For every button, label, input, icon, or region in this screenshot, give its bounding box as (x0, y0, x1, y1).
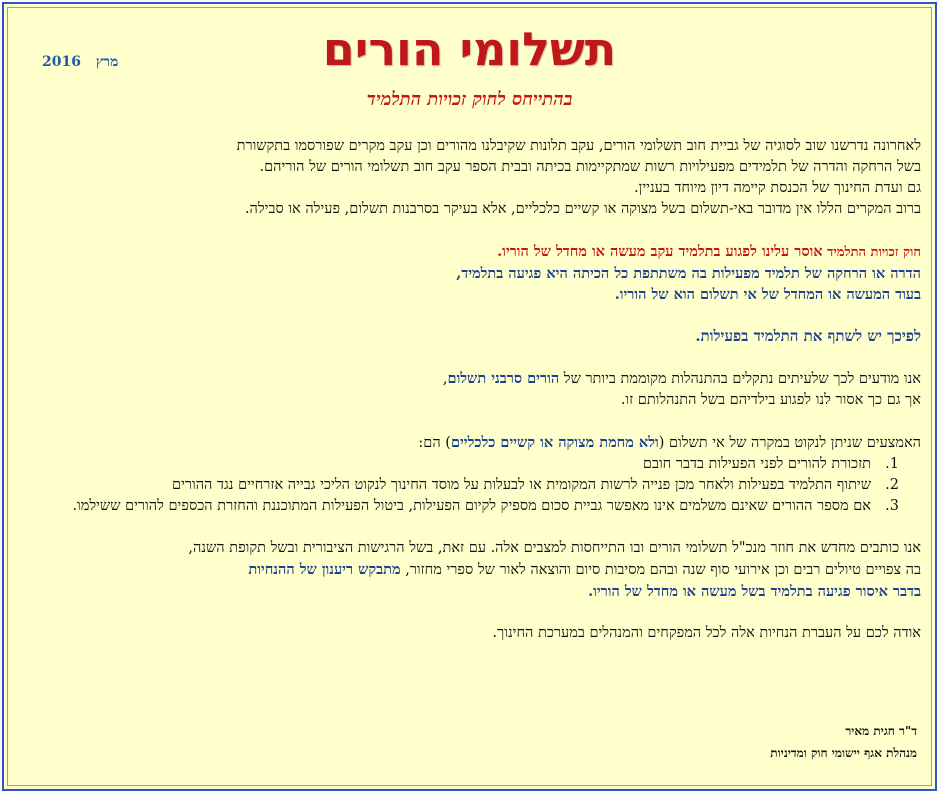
measures-bold: ולא מחמת מצוקה או קשיים כלכליים (450, 434, 659, 451)
closing-bold: מתבקש ריענון של ההנחיות (248, 561, 401, 578)
intro-line-2: בשל הרחקה והדרה של תלמידים מפעילויות רשות שמתקיימות בכיתה ובבית הספר עקב חוב תשלומי הורים של הוריהם. (259, 159, 921, 175)
closing-line-1: אנו כותבים מחדש את חוזר מנכ"ל תשלומי הורים ובו התייחסות למצבים אלה. עם זאת, בשל הרגישות הציבורית ובשל תקופת השנה, (188, 540, 921, 556)
thanks-line: אודה לכם על העברת הנחיות אלה לכל המפקחים והמנהלים במערכת החינוך. (492, 625, 921, 641)
intro-line-4: ברוב המקרים הללו אין מדובר באי-תשלום בשל מצוקה או קשיים כלכליים, אלא בעיקר בסרבנות תשלום, פעילה או סבילה. (244, 201, 921, 217)
signature-role: מנהלת אגף יישומי חוק ומדיניות (770, 746, 917, 760)
date-year: 2016 (42, 54, 81, 70)
signature-name: ד"ר חגית מאיר (845, 724, 917, 738)
document-frame (2, 2, 937, 791)
closing-line-2: בה צפויים טיולים רבים וכן אירועי סוף שנה ובהם מסיבות סיום והוצאה לאור של ספרי מחזור, מתבקש ריענון של ההנחיות (248, 561, 921, 578)
law-line-2: הדרה או הרחקה של תלמיד מפעילות בה משתתפת כל הכיתה היא פגיעה בתלמיד, (456, 265, 921, 282)
law-prefix: חוק זכויות התלמיד (822, 245, 921, 260)
awareness-line-2: אך גם כך אסור לנו לפגוע בילדיהם בשל התנהלותם זו. (620, 392, 921, 408)
page-subtitle: בהתייחס לחוק זכויות התלמיד (366, 89, 573, 110)
date-label (42, 54, 118, 71)
list-item: 3. אם מספר ההורים שאינם משלמים אינו מאפשר גביית סכום מספיק לקיום הפעילות, ביטול הפעילות המתוכננת והחזרת הכספים להורים ששילמו. (72, 498, 899, 514)
intro-line-3: גם ועדת החינוך של הכנסת קיימה דיון מיוחד בעניין. (634, 180, 921, 196)
list-item: 2. שיתוף התלמיד בפעילות ולאחר מכן פנייה לרשות המקומית או לבעלות על מוסד החינוך לנקוט הליכי גבייה אזרחיים נגד ההורים (172, 477, 899, 493)
closing-line-3: בדבר איסור פגיעה בתלמיד בשל מעשה או מחדל של הוריו. (588, 583, 921, 600)
intro-line-1: לאחרונה נדרשנו שוב לסוגיה של גביית חוב תשלומי הורים, עקב תלונות שקיבלנו מהורים וכן עקב מקרים שפורסמו בתקשורת (236, 138, 921, 154)
page-title: תשלומי הורים (322, 22, 617, 76)
date-month: מרץ (95, 54, 119, 70)
awareness-bold: הורים סרבני תשלום (447, 370, 560, 387)
letter-body (18, 136, 921, 644)
awareness-line-1: אנו מודעים לכך שלעיתים נתקלים בהתנהלות מקוממת ביותר של הורים סרבני תשלום, (442, 370, 921, 387)
measures-heading: האמצעים שניתן לנקוט במקרה של אי תשלום (ולא מחמת מצוקה או קשיים כלכליים) הם: (418, 434, 921, 451)
conclusion-line: לפיכך יש לשתף את התלמיד בפעילות. (695, 327, 921, 345)
list-item: 1. תזכורת להורים לפני הפעילות בדבר חובם (642, 456, 899, 472)
measures-list (18, 454, 921, 517)
signature-block (770, 724, 917, 761)
law-line-3: בעוד המעשה או המחדל של אי תשלום הוא של הוריו. (614, 286, 921, 303)
law-emphasis: אוסר עלינו לפגוע בתלמיד עקב מעשה או מחדל של הוריו (502, 243, 823, 260)
law-line-1: חוק זכויות התלמיד אוסר עלינו לפגוע בתלמיד עקב מעשה או מחדל של הוריו. (497, 243, 921, 260)
